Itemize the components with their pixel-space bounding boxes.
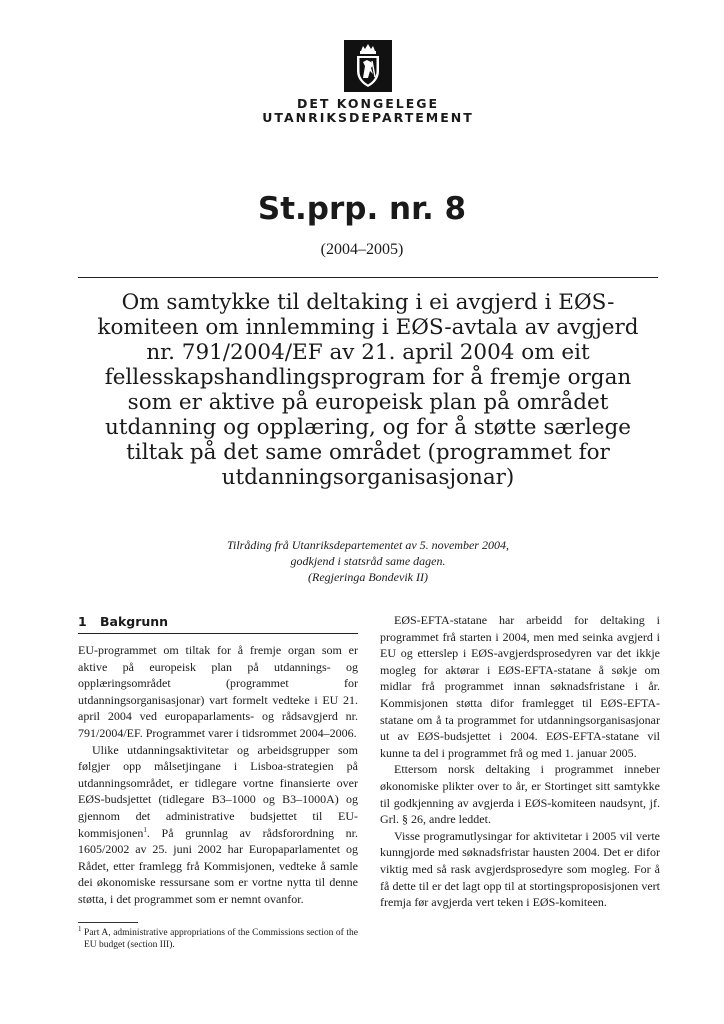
- paragraph-text: Ulike utdanningsaktivitetar og arbeidsgrupper som følgjer opp målsetjingane i Lisboa-strategien på utdanningsområdet, er tidlegare vortne finansierte over EØS-budsjettet (tidlegare B3–1000 og B3–1000A) og gjennom det administrative budsjettet til EU-kommisjonen: [78, 742, 358, 840]
- title-line: fellesskapshandlingsprogram for å fremje organ: [104, 365, 632, 390]
- title-line: nr. 791/2004/EF av 21. april 2004 om eit: [146, 340, 590, 365]
- coat-of-arms-icon: [344, 40, 392, 92]
- footnote-text: Part A, administrative appropriations of the Commissions section of the EU budget (section III).: [81, 928, 358, 950]
- footnote: [78, 924, 358, 951]
- title-line: komiteen om innlemming i EØS-avtala av avgjerd: [97, 315, 639, 340]
- footnote-divider: [78, 922, 138, 923]
- body-column-right: [380, 612, 660, 911]
- ministry-name-line-2: UTANRIKSDEPARTEMENT: [262, 110, 474, 125]
- approval-note: [78, 537, 658, 585]
- body-paragraph: Visse programutlysingar for aktivitetar i 2005 vil verte kunngjorde med søknadsfristar hausten 2004. Det er difor viktig med så rask avgjerdsprosedyre som mogleg. For å få dette til er det lagt opp til at stortingsproposisjonen vert fremja før avgjerda vert teken i EØS-komiteen.: [380, 828, 660, 910]
- approval-line: godkjend i statsråd same dagen.: [290, 554, 446, 568]
- title-line: tiltak på det same området (programmet for: [126, 440, 610, 465]
- ministry-name-line-1: DET KONGELEGE: [296, 96, 440, 111]
- title-line: Om samtykke til deltaking i ei avgjerd i EØS-: [121, 290, 615, 315]
- approval-line: (Regjeringa Bondevik II): [308, 570, 428, 584]
- title-line: utdanning og opplæring, og for å støtte særlege: [105, 415, 631, 440]
- footnote-reference[interactable]: 1: [143, 825, 147, 834]
- body-paragraph: EØS-EFTA-statane har arbeidd for deltaking i programmet frå starten i 2004, men med seinka avgjerd i EU og etterslep i EØS-avgjerdsprosedyren var det ikkje mogleg for aktørar i EØS-EFTA-statane å søkje om midlar frå programmet innan søknadsfristane i år. Kommisjonen støtta difor framlegget til EØS-EFTA-statane om å ta programmet for utdanningsorganisasjonar ut av EØS-budsjettet i 2004. EØS-EFTA-statane vil kunne ta del i programmet frå og med 1. januar 2005.: [380, 613, 660, 760]
- body-column-left: [78, 642, 358, 908]
- title-divider: [78, 277, 658, 278]
- body-paragraph: EU-programmet om tiltak for å fremje organ som er aktive på europeisk plan på utdannings- og opplæringsområdet (programmet for utdanningsorganisasjonar) vart formelt vedteke i EU 21. april 2004 ved europaparlaments- og rådsavgjerd nr. 791/2004/EF. Programmet varer i tidsrommet 2004–2006.: [78, 643, 358, 740]
- section-title: Bakgrunn: [100, 614, 169, 629]
- section-divider: [78, 633, 358, 634]
- document-session-year: (2004–2005): [320, 241, 404, 258]
- title-line: utdanningsorganisasjonar): [221, 465, 515, 490]
- section-number: 1: [78, 614, 87, 629]
- title-line: som er aktive på europeisk plan på området: [127, 390, 609, 415]
- document-number: St.prp. nr. 8: [257, 191, 467, 227]
- paragraph-text: . På grunnlag av rådsforordning nr. 1605/2002 av 25. juni 2002 har Europaparlamentet og Rådet, etter framlegg frå Kommisjonen, vedteke å samle dei økonomiske ressursane som er vortne nytta til denne støtta, i det programmet som er nemnt ovanfor.: [78, 825, 358, 906]
- section-heading: [78, 614, 358, 629]
- document-title: [78, 290, 658, 490]
- body-paragraph: Ettersom norsk deltaking i programmet inneber økonomiske plikter over to år, er Stortinget sitt samtykke til godkjenning av avgjerda i EØS-komiteen naudsynt, jf. Grl. § 26, andre leddet.: [380, 762, 660, 827]
- approval-line: Tilråding frå Utanriksdepartementet av 5. november 2004,: [227, 538, 509, 552]
- footnote-marker: 1: [78, 924, 82, 933]
- body-paragraph: [78, 742, 358, 908]
